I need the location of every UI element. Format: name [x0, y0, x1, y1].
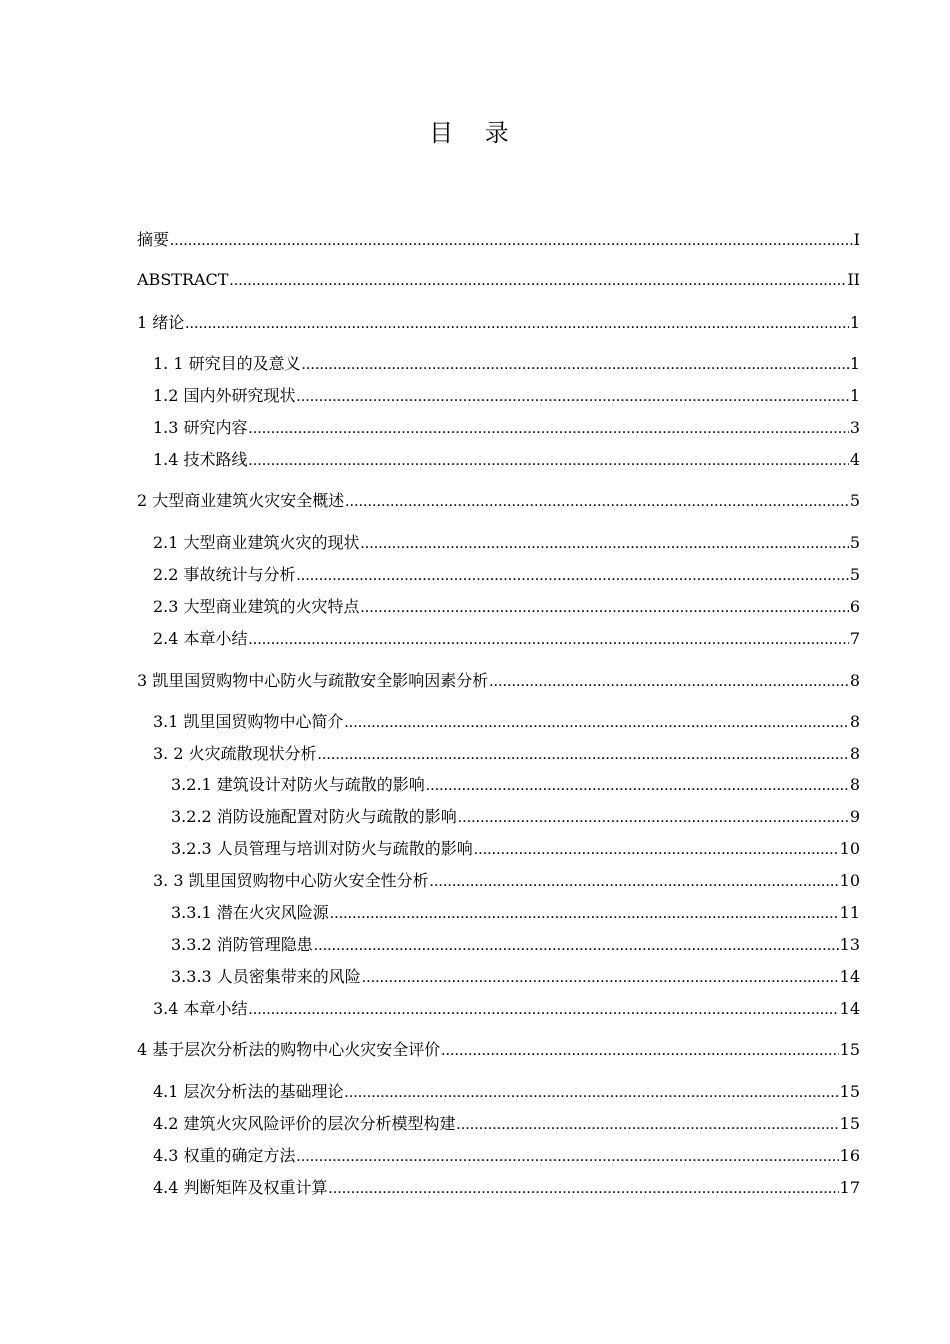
toc-entry[interactable]	[137, 269, 860, 292]
toc-leader-dots	[345, 491, 849, 513]
toc-entry[interactable]	[171, 902, 860, 925]
toc-entry-page-number: 17	[839, 1178, 860, 1197]
toc-entry-label: 1.2 国内外研究现状	[153, 386, 296, 405]
toc-entry-page-number: 11	[839, 903, 860, 922]
toc-leader-dots	[489, 671, 849, 693]
toc-entry-label: 2.1 大型商业建筑火灾的现状	[153, 533, 360, 552]
toc-entry[interactable]	[171, 934, 860, 957]
toc-leader-dots	[318, 744, 849, 766]
toc-leader-dots	[314, 935, 839, 957]
toc-entry-label: 3.4 本章小结	[153, 999, 248, 1018]
toc-entry-page-number: II	[847, 270, 860, 289]
toc-entry-page-number: 1	[849, 386, 860, 405]
toc-entry-label: 1.3 研究内容	[153, 418, 248, 437]
toc-entry-label: 3.2.1 建筑设计对防火与疏散的影响	[171, 775, 425, 794]
toc-leader-dots	[249, 450, 849, 472]
toc-entry-label: 3.1 凯里国贸购物中心简介	[153, 712, 344, 731]
toc-entry[interactable]	[153, 711, 860, 734]
toc-entry-label: ABSTRACT	[137, 270, 229, 289]
toc-entry-label: 1. 1 研究目的及意义	[153, 354, 301, 373]
toc-entry-page-number: 8	[849, 744, 860, 763]
toc-leader-dots	[297, 1146, 839, 1168]
toc-entry-page-number: 10	[839, 839, 860, 858]
toc-entry-page-number: I	[853, 230, 860, 249]
toc-leader-dots	[330, 903, 839, 925]
toc-leader-dots	[329, 1178, 839, 1200]
toc-entry[interactable]	[153, 564, 860, 587]
toc-leader-dots	[170, 230, 853, 252]
toc-entry-label: 3.2.3 人员管理与培训对防火与疏散的影响	[171, 839, 473, 858]
toc-leader-dots	[474, 839, 839, 861]
toc-entry[interactable]	[153, 1113, 860, 1136]
toc-leader-dots	[426, 775, 849, 797]
toc-entry-label: 2.3 大型商业建筑的火灾特点	[153, 597, 360, 616]
toc-entry-page-number: 1	[849, 354, 860, 373]
toc-entry[interactable]	[137, 670, 860, 693]
toc-entry[interactable]	[153, 628, 860, 651]
toc-entry-label: 4.1 层次分析法的基础理论	[153, 1082, 344, 1101]
toc-entry-page-number: 14	[839, 999, 860, 1018]
toc-title: 目 录	[429, 119, 521, 147]
toc-leader-dots	[249, 999, 839, 1021]
toc-entry-page-number: 16	[839, 1146, 860, 1165]
toc-entry-label: 1 绪论	[137, 313, 185, 332]
toc-entry-label: 1.4 技术路线	[153, 450, 248, 469]
toc-entry-label: 2 大型商业建筑火灾安全概述	[137, 491, 345, 510]
toc-entry[interactable]	[171, 838, 860, 861]
toc-entry-label: 3.3.3 人员密集带来的风险	[171, 967, 361, 986]
toc-entry-page-number: 13	[839, 935, 860, 954]
toc-leader-dots	[249, 418, 849, 440]
toc-leader-dots	[302, 354, 849, 376]
toc-leader-dots	[457, 1114, 839, 1136]
toc-entry-page-number: 8	[849, 671, 860, 690]
toc-leader-dots	[441, 1040, 838, 1062]
toc-entry-page-number: 3	[849, 418, 860, 437]
toc-entry-page-number: 8	[849, 712, 860, 731]
toc-entry-page-number: 7	[849, 629, 860, 648]
toc-entry-page-number: 15	[839, 1082, 860, 1101]
toc-entry-page-number: 6	[849, 597, 860, 616]
toc-entry-label: 4.4 判断矩阵及权重计算	[153, 1178, 328, 1197]
toc-entry-label: 4.3 权重的确定方法	[153, 1146, 296, 1165]
toc-entry[interactable]	[153, 998, 860, 1021]
toc-entry-page-number: 5	[849, 565, 860, 584]
toc-entry[interactable]	[153, 743, 860, 766]
toc-entry[interactable]	[171, 774, 860, 797]
toc-entry-page-number: 15	[839, 1040, 860, 1059]
toc-entry-label: 2.4 本章小结	[153, 629, 248, 648]
toc-entry[interactable]	[137, 229, 860, 252]
toc-entry[interactable]	[153, 532, 860, 555]
toc-entry[interactable]	[153, 417, 860, 440]
toc-entry-label: 摘要	[137, 230, 170, 249]
toc-leader-dots	[362, 967, 839, 989]
toc-entry-page-number: 1	[849, 313, 860, 332]
toc-entry[interactable]	[153, 449, 860, 472]
toc-leader-dots	[345, 1082, 839, 1104]
toc-entry-page-number: 5	[849, 533, 860, 552]
toc-entry[interactable]	[153, 1145, 860, 1168]
toc-entry-page-number: 5	[849, 491, 860, 510]
toc-entry-label: 4 基于层次分析法的购物中心火灾安全评价	[137, 1040, 441, 1059]
toc-entry[interactable]	[137, 1039, 860, 1062]
toc-leader-dots	[185, 313, 849, 335]
toc-entry-label: 3. 2 火灾疏散现状分析	[153, 744, 317, 763]
toc-entry[interactable]	[137, 312, 860, 335]
toc-entry-page-number: 9	[849, 807, 860, 826]
toc-entry-page-number: 14	[839, 967, 860, 986]
toc-entry[interactable]	[153, 1177, 860, 1200]
toc-entry-label: 3.3.1 潜在火灾风险源	[171, 903, 329, 922]
toc-leader-dots	[297, 386, 849, 408]
toc-entry-label: 4.2 建筑火灾风险评价的层次分析模型构建	[153, 1114, 456, 1133]
toc-entry-label: 2.2 事故统计与分析	[153, 565, 296, 584]
toc-leader-dots	[458, 807, 849, 829]
toc-entry[interactable]	[153, 385, 860, 408]
toc-entry[interactable]	[153, 870, 860, 893]
toc-entry[interactable]	[137, 490, 860, 513]
toc-leader-dots	[361, 533, 849, 555]
toc-entry[interactable]	[153, 1081, 860, 1104]
toc-entry-label: 3.3.2 消防管理隐患	[171, 935, 313, 954]
toc-entry-page-number: 8	[849, 775, 860, 794]
toc-leader-dots	[229, 270, 846, 292]
toc-entry[interactable]	[171, 966, 860, 989]
toc-entry-page-number: 15	[839, 1114, 860, 1133]
toc-entry[interactable]	[153, 596, 860, 619]
toc-entry-label: 3 凯里国贸购物中心防火与疏散安全影响因素分析	[137, 671, 489, 690]
toc-entry-page-number: 4	[849, 450, 860, 469]
toc-entry[interactable]	[171, 806, 860, 829]
toc-entry[interactable]	[153, 353, 860, 376]
toc-entry-label: 3.2.2 消防设施配置对防火与疏散的影响	[171, 807, 457, 826]
toc-leader-dots	[361, 597, 849, 619]
toc-entry-page-number: 10	[839, 871, 860, 890]
toc-leader-dots	[249, 629, 849, 651]
toc-leader-dots	[430, 871, 839, 893]
toc-leader-dots	[345, 712, 849, 734]
toc-entry-label: 3. 3 凯里国贸购物中心防火安全性分析	[153, 871, 429, 890]
toc-leader-dots	[297, 565, 849, 587]
